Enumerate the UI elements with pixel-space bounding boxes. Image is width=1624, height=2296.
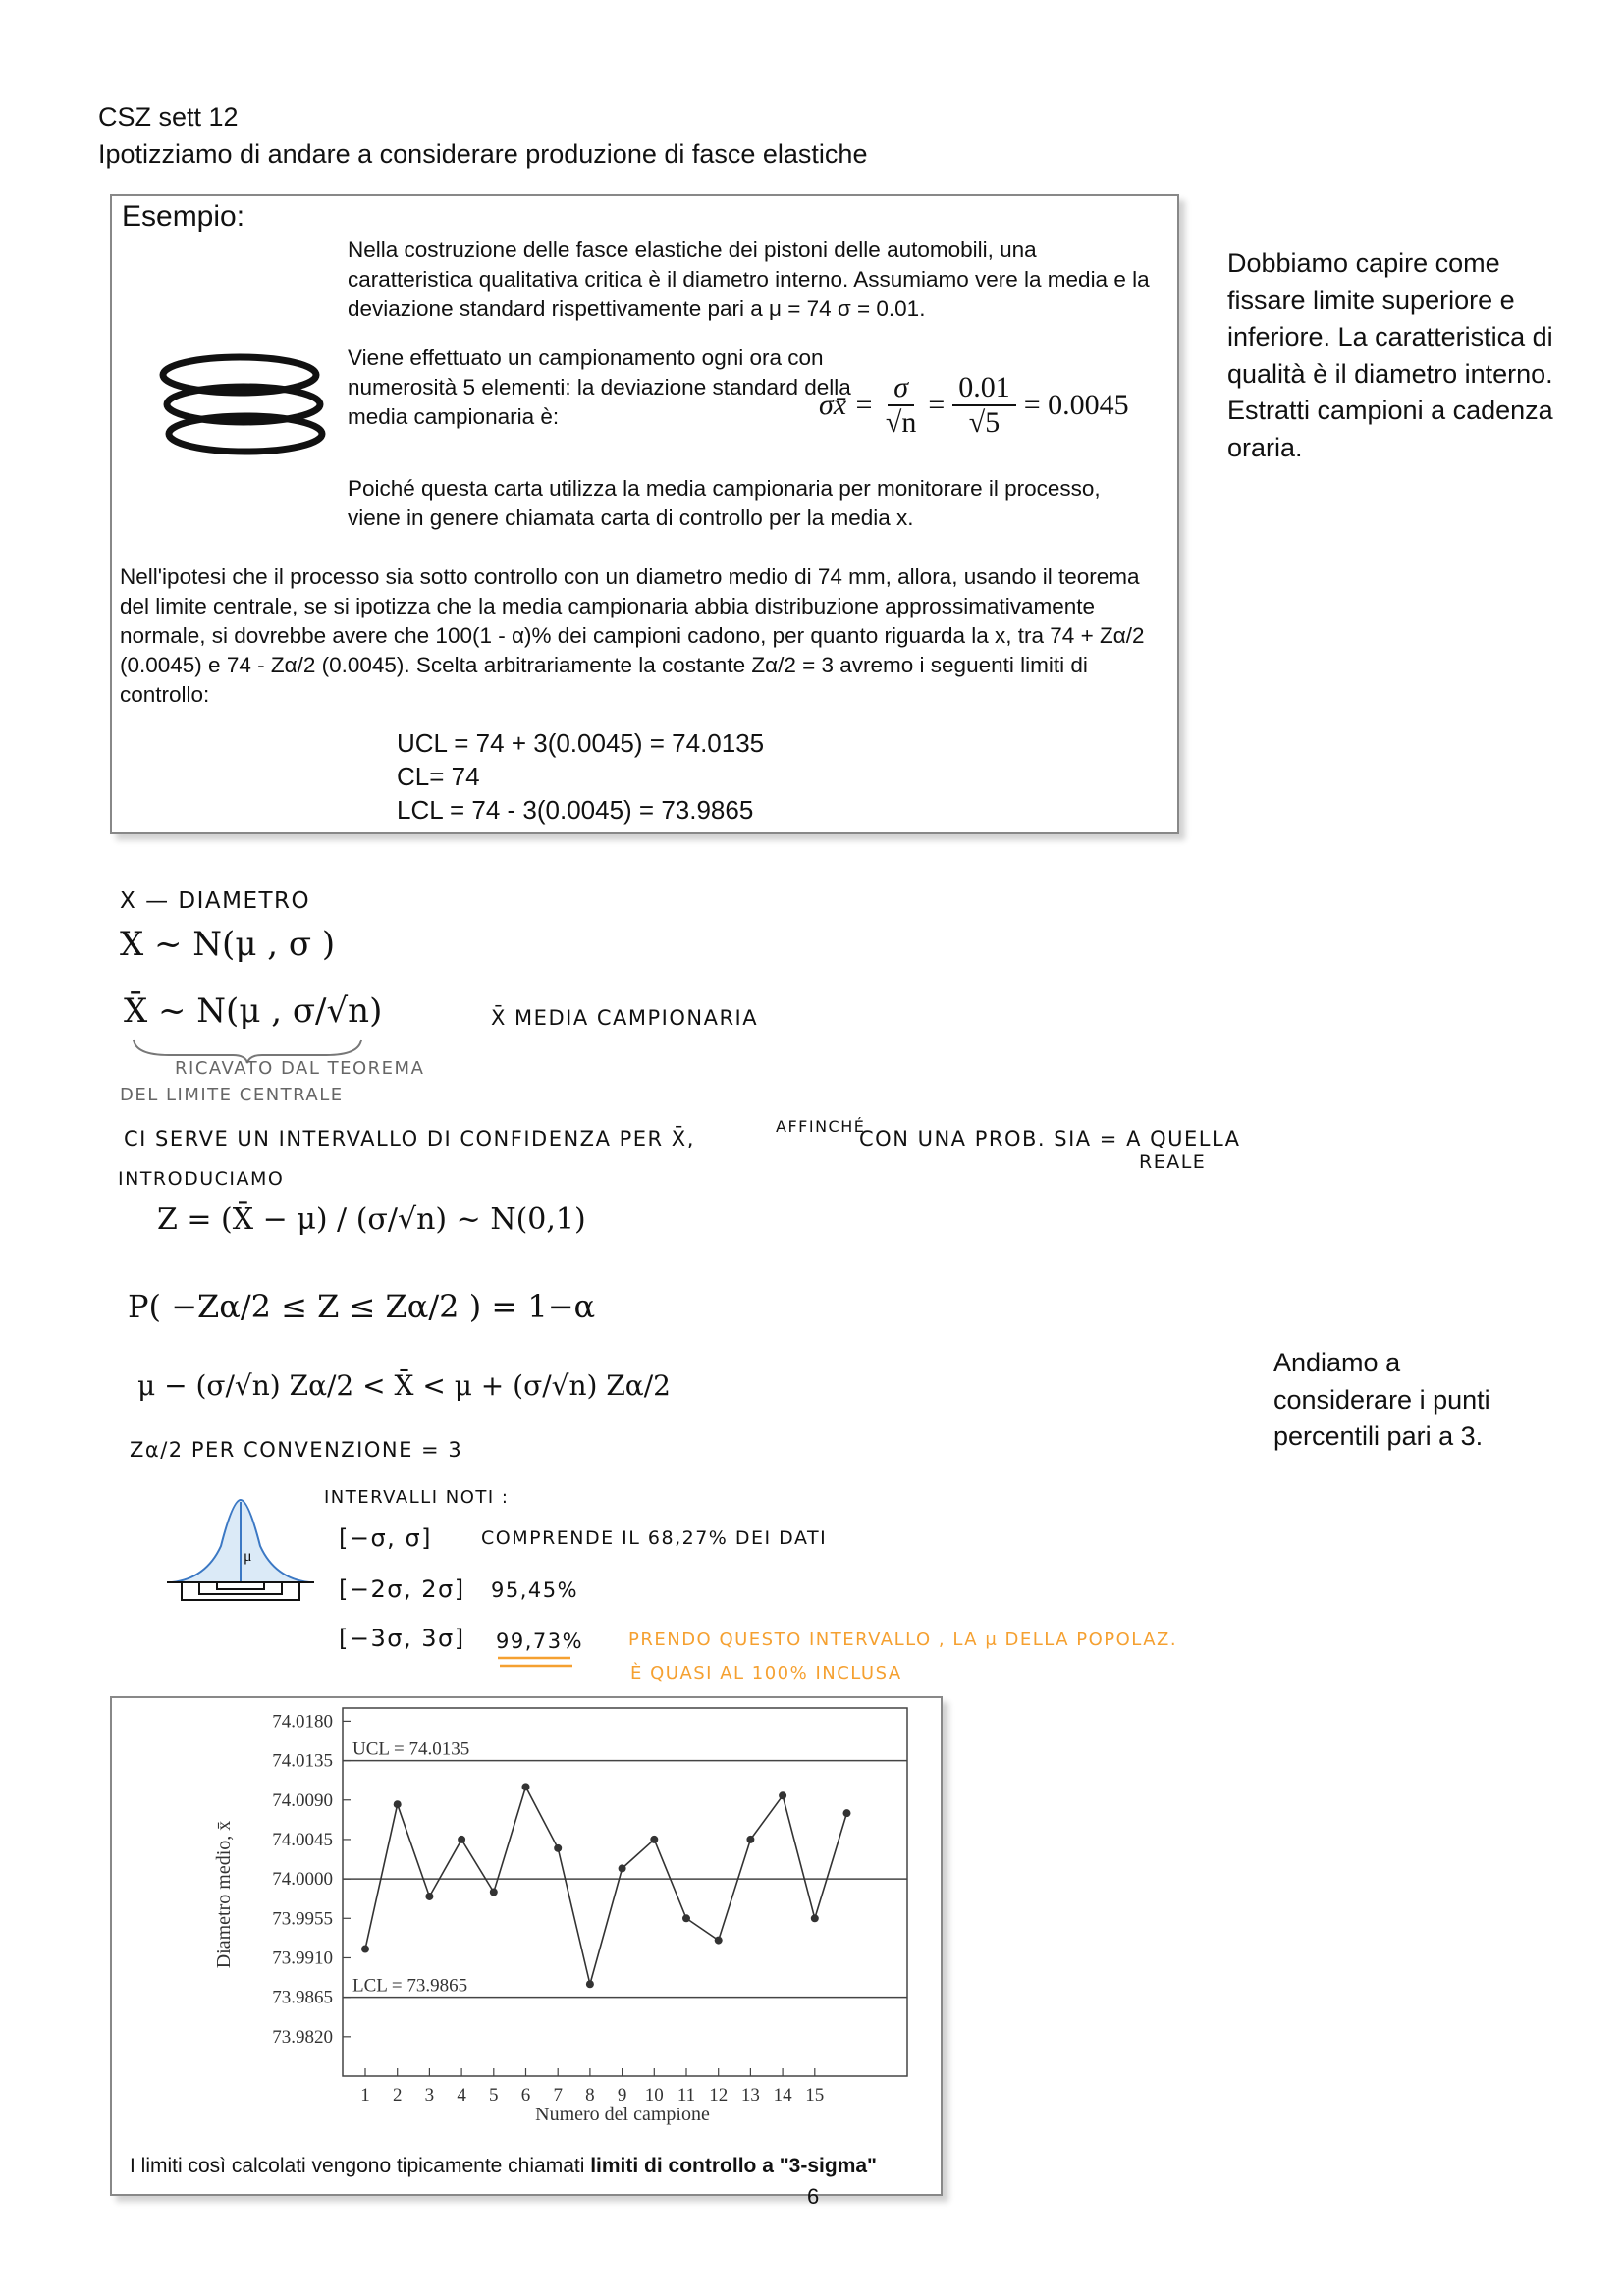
data-point: [586, 1980, 594, 1988]
ucl-chart-label: UCL = 74.0135: [352, 1738, 470, 1760]
bell-curve-sketch: [162, 1492, 319, 1605]
formula-result: = 0.0045: [1023, 389, 1129, 421]
hw-x-distribution: X ~ N(μ , σ ): [120, 925, 336, 964]
hw-con-prob: CON UNA PROB. SIA = A QUELLA: [859, 1127, 1241, 1150]
side-note-1: Dobbiamo capire come fissare limite superiore e inferiore. La caratteristica di qualità è il diametro interno. Estratti campioni a cadenza oraria.: [1227, 248, 1553, 462]
formula-lhs: σx̄ =: [819, 389, 874, 421]
formula-num-2: 0.01: [952, 371, 1016, 406]
x-tick-label: 5: [489, 2085, 499, 2106]
x-tick-label: 10: [644, 2085, 664, 2106]
x-tick-label: 6: [520, 2085, 531, 2106]
y-tick-label: 74.0135: [272, 1750, 333, 1772]
hw-interval-3: [−3σ, 3σ]: [339, 1625, 465, 1652]
hw-interval-1: [−σ, σ]: [339, 1524, 433, 1552]
data-point: [779, 1791, 786, 1799]
page-number: 6: [807, 2184, 820, 2209]
x-axis-label: Numero del campione: [535, 2104, 710, 2125]
hw-affinche: AFFINCHÉ: [776, 1117, 866, 1136]
series-line: [365, 1787, 847, 1984]
y-tick-label: 73.9955: [272, 1908, 333, 1930]
x-tick-label: 1: [360, 2085, 370, 2106]
hw-interval-2-text: 95,45%: [491, 1578, 579, 1602]
chart-caption-bold: limiti di controllo a "3-sigma": [590, 2155, 878, 2177]
chart-caption-normal: I limiti così calcolati vengono tipicamente chiamati: [130, 2155, 591, 2177]
hw-reale: REALE: [1139, 1151, 1207, 1173]
x-tick-label: 9: [617, 2085, 627, 2106]
example-paragraph-4: Nell'ipotesi che il processo sia sotto controllo con un diametro medio di 74 mm, allora, usando il teorema del limite centrale, se si ipotizza che la media campionaria abbia distribuzione approssimativamente normale, si dovrebbe avere che 100(1 - α)% dei campioni cadono, per quanto riguarda la x, tra 74 + Zα/2 (0.0045) e 74 - Zα/2 (0.0045). Scelta arbitrariamente la costante Zα/2 = 3 avremo i seguenti limiti di controllo:: [120, 564, 1145, 707]
data-point: [522, 1783, 530, 1790]
hw-probability: P( −Zα/2 ≤ Z ≤ Zα/2 ) = 1−α: [128, 1288, 596, 1325]
formula-den-2: √5: [968, 406, 1001, 439]
formula-equals: =: [928, 389, 946, 421]
y-tick-label: 74.0000: [272, 1869, 333, 1891]
hw-interval-1-text: COMPRENDE IL 68,27% DEI DATI: [481, 1527, 828, 1549]
hw-introduciamo: INTRODUCIAMO: [118, 1168, 285, 1190]
orange-underline: [496, 1654, 574, 1670]
formula-fraction-1: [882, 371, 920, 440]
data-point: [650, 1836, 658, 1843]
x-tick-label: 3: [424, 2085, 435, 2106]
data-point: [715, 1937, 723, 1945]
y-tick-label: 74.0180: [272, 1711, 333, 1733]
hw-xbar-distribution: X̄ ~ N(μ , σ/√n): [124, 991, 383, 1031]
example-box: [110, 194, 1179, 834]
data-point: [746, 1836, 754, 1843]
hw-z-definition: Z = (X̄ − μ) / (σ/√n) ~ N(0,1): [157, 1202, 586, 1237]
cl-line: CL= 74: [397, 762, 480, 791]
hw-ci-serve: CI SERVE UN INTERVALLO DI CONFIDENZA PER X̄,: [124, 1127, 695, 1150]
x-tick-label: 11: [677, 2085, 696, 2106]
ucl-line: UCL = 74 + 3(0.0045) = 74.0135: [397, 728, 765, 758]
data-point: [394, 1800, 402, 1808]
bell-mu-mark: μ: [244, 1548, 252, 1565]
data-point: [554, 1844, 562, 1852]
y-axis-label: Diametro medio, x̄: [213, 1820, 235, 1969]
x-tick-label: 7: [553, 2085, 563, 2106]
control-chart: [112, 1698, 941, 2150]
control-limits: [397, 726, 764, 827]
x-tick-label: 12: [709, 2085, 729, 2106]
hw-ricavato: RICAVATO DAL TEOREMA: [175, 1058, 425, 1079]
lcl-chart-label: LCL = 73.9865: [352, 1975, 468, 1997]
hw-xbar-label: X̄ MEDIA CAMPIONARIA: [491, 1006, 759, 1030]
chart-caption: [130, 2155, 877, 2178]
example-title: Esempio:: [122, 200, 245, 233]
control-chart-box: [110, 1696, 943, 2196]
std-error-formula: [819, 371, 1129, 440]
x-tick-label: 2: [392, 2085, 403, 2106]
hw-orange-note-2: È QUASI AL 100% INCLUSA: [630, 1663, 902, 1683]
data-point: [811, 1914, 819, 1922]
y-tick-label: 74.0090: [272, 1789, 333, 1811]
data-point: [361, 1946, 369, 1953]
formula-num-1: σ: [888, 371, 914, 406]
y-tick-label: 74.0045: [272, 1829, 333, 1850]
x-tick-label: 8: [585, 2085, 595, 2106]
hw-interval-3-text: 99,73%: [496, 1629, 584, 1653]
data-point: [843, 1809, 851, 1817]
header-line-2: Ipotizziamo di andare a considerare produzione di fasce elastiche: [98, 139, 868, 169]
x-tick-label: 15: [805, 2085, 825, 2106]
side-note-2: Andiamo a considerare i punti percentili pari a 3.: [1273, 1348, 1490, 1451]
page-header: [98, 98, 867, 173]
data-point: [619, 1864, 626, 1872]
x-tick-label: 4: [457, 2085, 466, 2106]
x-tick-label: 14: [773, 2085, 792, 2106]
y-tick-label: 73.9910: [272, 1948, 333, 1969]
hw-x-definition: X — DIAMETRO: [120, 888, 311, 914]
x-tick-label: 13: [740, 2085, 760, 2106]
formula-fraction-2: [952, 371, 1016, 440]
data-point: [490, 1889, 498, 1896]
y-tick-label: 73.9865: [272, 1987, 333, 2008]
example-paragraph-3: Poiché questa carta utilizza la media campionaria per monitorare il processo, viene in genere chiamata carta di controllo per la media x.: [348, 476, 1101, 530]
hw-interval: μ − (σ/√n) Zα/2 < X̄ < μ + (σ/√n) Zα/2: [137, 1369, 671, 1402]
hw-intervalli-noti: INTERVALLI NOTI :: [324, 1487, 510, 1508]
hw-orange-note-1: PRENDO QUESTO INTERVALLO , LA μ DELLA POPOLAZ.: [628, 1629, 1178, 1650]
hw-limite-centrale: DEL LIMITE CENTRALE: [120, 1085, 344, 1105]
example-paragraph-2: Viene effettuato un campionamento ogni ora con numerosità 5 elementi: la deviazione standard della media campionaria è:: [348, 346, 851, 429]
formula-den-1: √n: [885, 406, 917, 439]
data-point: [458, 1836, 465, 1843]
data-point: [425, 1893, 433, 1900]
hw-interval-2: [−2σ, 2σ]: [339, 1575, 465, 1603]
data-point: [682, 1914, 690, 1922]
hw-convention: Zα/2 PER CONVENZIONE = 3: [130, 1438, 463, 1462]
example-paragraph-1: Nella costruzione delle fasce elastiche dei pistoni delle automobili, una caratteristica qualitativa critica è il diametro interno. Assumiamo vere la media e la deviazione standard rispettivamente pari a μ = 74 σ = 0.01.: [348, 238, 1150, 321]
y-tick-label: 73.9820: [272, 2026, 333, 2048]
lcl-line: LCL = 74 - 3(0.0045) = 73.9865: [397, 795, 754, 825]
header-line-1: CSZ sett 12: [98, 102, 239, 132]
piston-rings-illustration: [153, 353, 330, 461]
